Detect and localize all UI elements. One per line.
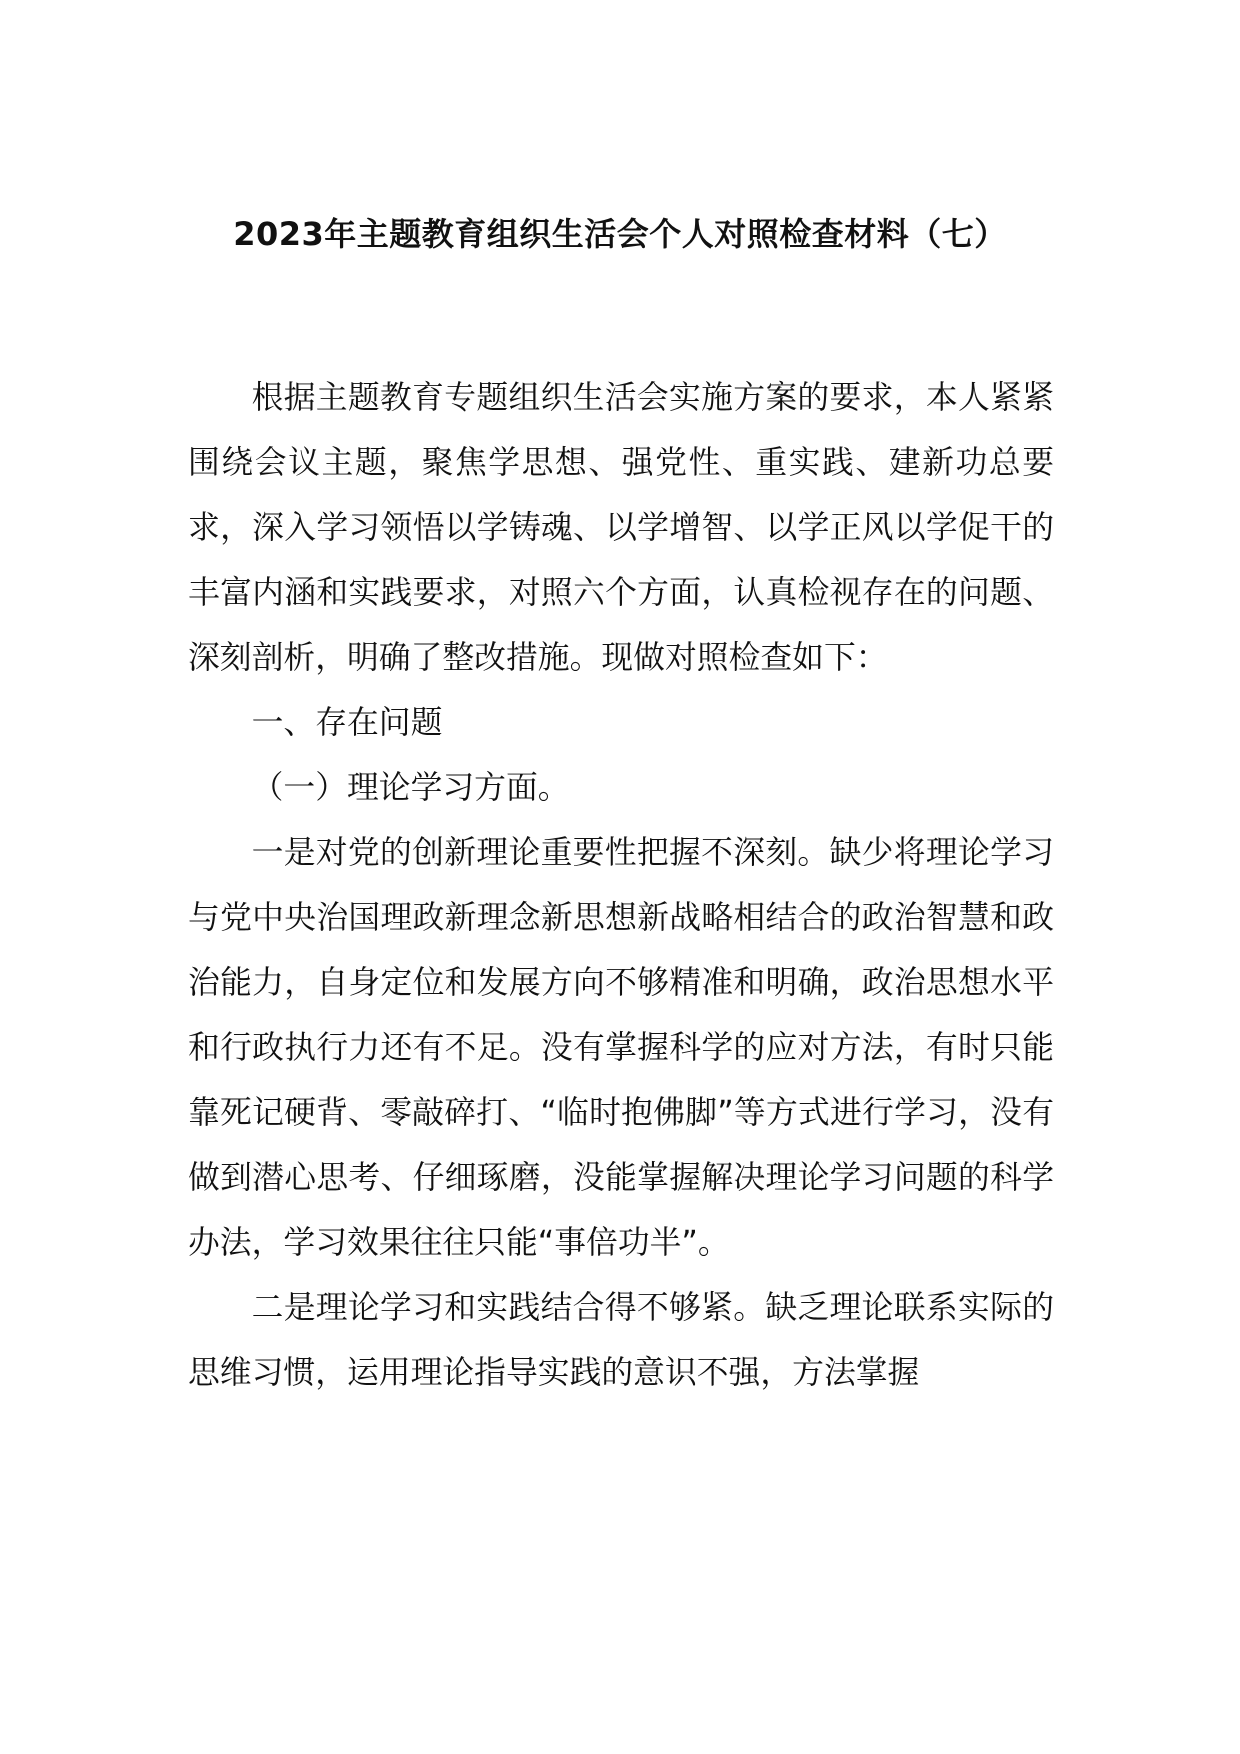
paragraph-point-two: 二是理论学习和实践结合得不够紧。缺乏理论联系实际的思维习惯，运用理论指导实践的意识不强，方法掌握 xyxy=(188,1289,1054,1391)
section-heading-problems: 一、存在问题 xyxy=(251,704,443,741)
document-title: 2023年主题教育组织生活会个人对照检查材料（七） xyxy=(233,215,1007,253)
paragraph-intro: 根据主题教育专题组织生活会实施方案的要求，本人紧紧围绕会议主题，聚焦学思想、强党性、重实践、建新功总要求，深入学习领悟以学铸魂、以学增智、以学正风以学促干的丰富内涵和实践要求，对照六个方面，认真检视存在的问题、深刻剖析，明确了整改措施。现做对照检查如下： xyxy=(188,379,1054,676)
subsection-heading-theory-study: （一）理论学习方面。 xyxy=(251,769,570,806)
paragraph-point-one: 一是对党的创新理论重要性把握不深刻。缺少将理论学习与党中央治国理政新理念新思想新战略相结合的政治智慧和政治能力，自身定位和发展方向不够精准和明确，政治思想水平和行政执行力还有不足。没有掌握科学的应对方法，有时只能靠死记硬背、零敲碎打、“临时抱佛脚”等方式进行学习，没有做到潜心思考、仔细琢磨，没能掌握解决理论学习问题的科学办法，学习效果往往只能“事倍功半”。 xyxy=(188,834,1054,1261)
document-body xyxy=(188,365,1054,1405)
